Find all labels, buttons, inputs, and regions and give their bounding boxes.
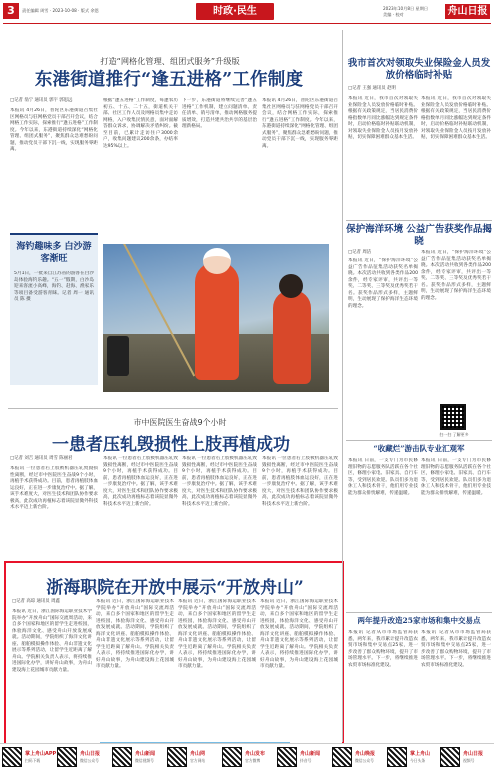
right-article3-body-col1: 本报讯 日前，一支专门为市民修理旧物的志愿服务队活跃在各个社区，修理小家电、旧家具、自行车等，受到居民欢迎。队员们多为退休工人和技术骨干，他们用专业技能为群众排忧解难，传递温暖。 [348,458,418,496]
sidebar-body: 5月1日，一批来自江苏省的游客在白沙岛体验海钓乐趣。“五一”假期，白沙岛迎来客流小高峰，海钓、赶海、渔家乐等项目备受游客青睐。记者 周一 通讯员 陈 摄 [14,271,94,302]
footer-qr-icon [332,747,352,767]
footer-item-title: 舟山日报 [80,751,101,757]
divider-article2 [8,408,338,409]
footer-item-sub: 扫码下载 [25,758,41,763]
qr-code[interactable] [440,404,466,430]
right-article3-headline: “收藏烂”游击队专业汇观军 [373,444,465,453]
article2-body-col1: 本报讯 一位患者右上肢被机器压轧致毁损性离断，经过市中医院医生奋战9个小时，再植手术获得成功。目前，患者再植肢体血运良好，正在进一步康复治疗中。据了解，该手术难度大，对医生技术和团队协作要求极高，此次成功再植标志着该院显微外科技术水平迈上新台阶。 [10,466,98,510]
footer-qr-icon [387,747,407,767]
footer-item[interactable] [332,746,386,768]
footer-item-sub: 视频号 [463,758,475,763]
header-rule [3,23,491,24]
divider-right-2 [346,440,492,441]
article2-body-col2: 本报讯 一位患者右上肢被机器压轧致毁损性离断，经过市中医院医生奋战9个小时，再植手术获得成功。目前，患者再植肢体血运良好，正在进一步康复治疗中。据了解，该手术难度大，对医生技术和团队协作要求极高，此次成功再植标志着该院显微外科技术水平迈上新台阶。 [103,456,178,507]
right-article1-byline: □记者 王强 通讯员 赵明 [348,86,396,91]
photo-person-right-head [279,274,303,298]
article1-byline: □记者 翁宁 通讯员 郭宇 郭思远 [10,98,73,103]
masthead [0,0,494,24]
footer-item[interactable] [440,746,494,768]
section-title: 时政·民生 [196,3,274,20]
article-photo [103,244,329,392]
photo-person-right [273,290,311,384]
sidebar-box [10,233,98,385]
featured-article-box [4,561,344,746]
article3-body-col4: 本报讯 近日，浙江国际海运职业技术学院举办“开放舟山”国际交流周活动，来自多个国家和地区的留学生走进校园，体验海洋文化、感受舟山开放发展成就。活动期间，学院组织了海洋文化讲座、船舶模拟操作体验、舟山非遗文化展示等系列活动，让留学生近距离了解舟山。学院相关负责人表示，将持续推进国际化办学，讲好舟山故事，为舟山建设海上花园城市贡献力量。 [260,599,338,669]
footer-item[interactable] [2,746,56,768]
footer-qr-icon [277,747,297,767]
article1-body-col1: 本报讯 4月26日，普陀区东港街道召集社区网格员与驻网格党员干部召开会议，结合网格工作实际，探索推行“逢五进格”工作制度。今年以来，东港街道持续深化“网格化管理、组团式服务”，聚焦群众急难愁盼问题，推动党员干部下沉一线，实现服务零距离。 [10,108,98,152]
footer-item-title: 舟山日报 [463,751,484,757]
footer-item[interactable] [387,746,441,768]
article2-body-col4: 本报讯 一位患者右上肢被机器压轧致毁损性离断，经过市中医院医生奋战9个小时，再植手术获得成功。目前，患者再植肢体血运良好，正在进一步康复治疗中。据了解，该手术难度大，对医生技术和团队协作要求极高，此次成功再植标志着该院显微外科技术水平迈上新台阶。 [262,456,338,507]
footer-qr-icon [57,747,77,767]
right-article4-headline: 两年提升改造25家市场和集中交易点 [357,616,481,625]
footer-item-sub: 官方微博 [245,758,261,763]
article1-body-col2: 根据“逢五进格”工作制度，每逢农历初五、十五、二十五，街道机关干部、社区工作人员及网格员集中走访网格，入户收集民情民意，面对面解答群众诉求，协调解决矛盾纠纷。截至目前，已累计走访住户3000余户，收集问题建议200余条，办结率达95%以上。 [103,98,178,149]
footer-item-title: 舟山新闻 [135,751,156,757]
photo-person-left-head [203,248,231,274]
article1-kicker: 打造“网格化管理、组团式服务”升级版 [100,56,240,66]
right-article2-byline: □记者 周洁 [348,250,372,255]
footer-qr-icon [440,747,460,767]
footer-item[interactable] [167,746,221,768]
footer-item-title: 舟山发布 [245,751,266,757]
sidebar-headline: 海钓趣味多 白沙游客渐旺 [16,242,92,264]
right-article3-body-col2: 本报讯 日前，一支专门为市民修理旧物的志愿服务队活跃在各个社区，修理小家电、旧家具、自行车等，受到居民欢迎。队员们多为退休工人和技术骨干，他们用专业技能为群众排忧解难，传递温暖。 [421,458,491,496]
footer-item-sub: 今日头条 [410,758,426,763]
right-article4-body-col1: 本报讯 记者从市市场监管局获悉，两年来，我市累计提升改造农贸市场和集中交易点25家，进一步改善了群众购物环境，提升了市场管理水平。下一步，将继续推进农贸市场标准化建设。 [348,630,418,668]
footer-qr-bar [0,743,494,768]
footer-item-title: 舟山晚报 [355,751,376,757]
article3-headline: 浙海职院在开放中展示“开放舟山” [46,578,304,598]
footer-item-title: 掌上舟山APP [25,751,57,757]
article1-body-col3: 下一步，东港街道将继续完善“逢五进格”工作机制，建立问题清单、责任清单、销号清单，推动网格服务提质增效，打造共建共治共享的基层治理新格局。 [182,98,257,129]
footer-item[interactable] [277,746,331,768]
footer-item-title: 舟山网 [190,751,206,757]
right-article2-body-col1: 本报讯 近日，“保护海洋环境”公益广告作品征集活动获奖名单揭晓。本次活动共收到各类作品200余件，经专家评审，共评出一等奖、二等奖、三等奖及优秀奖若干名。获奖作品形式多样，主题鲜明，生动展现了保护海洋生态环境的理念。 [348,258,418,309]
right-article2-body-col2: 本报讯 近日，“保护海洋环境”公益广告作品征集活动获奖名单揭晓。本次活动共收到各类作品200余件，经专家评审，共评出一等奖、二等奖、三等奖及优秀奖若干名。获奖作品形式多样，主题鲜明，生动展现了保护海洋生态环境的理念。 [421,250,491,301]
masthead-date: 2023年10月8日 星期日 [383,6,429,11]
article2-body-col3: 本报讯 一位患者右上肢被机器压轧致毁损性离断，经过市中医院医生奋战9个小时，再植手术获得成功。目前，患者再植肢体血运良好，正在进一步康复治疗中。据了解，该手术难度大，对医生技术和团队协作要求极高，此次成功再植标志着该院显微外科技术水平迈上新台阶。 [182,456,257,507]
article1-headline: 东港街道推行“逢五进格”工作制度 [34,70,304,90]
footer-qr-icon [222,747,242,767]
footer-item[interactable] [57,746,111,768]
divider-right-3 [346,612,492,613]
right-article1-headline: 我市首次对领取失业保险金人员发放价格临时补贴 [347,58,491,81]
article2-kicker: 市中医院医生奋战9个小时 [133,418,227,427]
footer-item-sub: 微信公众号 [355,758,374,763]
qr-caption: 扫一扫 了解更多 [439,432,469,437]
footer-item-sub: 官方网站 [190,758,206,763]
page-number: 3 [3,3,19,19]
article3-byline: □记者 高琼 通讯员 周鑫 [12,599,60,604]
footer-qr-icon [2,747,22,767]
masthead-editors: 美编 · 校对 [383,11,404,17]
footer-item-title: 掌上舟山 [410,751,431,757]
right-article4-body-col2: 本报讯 记者从市市场监管局获悉，两年来，我市累计提升改造农贸市场和集中交易点25家，进一步改善了群众购物环境，提升了市场管理水平。下一步，将继续推进农贸市场标准化建设。 [421,630,491,668]
article1-body-col4: 本报讯 4月26日，普陀区东港街道召集社区网格员与驻网格党员干部召开会议，结合网格工作实际，探索推行“逢五进格”工作制度。今年以来，东港街道持续深化“网格化管理、组团式服务”，聚焦群众急难愁盼问题，推动党员干部下沉一线，实现服务零距离。 [262,98,338,149]
footer-qr-icon [167,747,187,767]
article3-body-col1: 本报讯 近日，浙江国际海运职业技术学院举办“开放舟山”国际交流周活动，来自多个国家和地区的留学生走进校园，体验海洋文化、感受舟山开放发展成就。活动期间，学院组织了海洋文化讲座、船舶模拟操作体验、舟山非遗文化展示等系列活动，让留学生近距离了解舟山。学院相关负责人表示，将持续推进国际化办学，讲好舟山故事，为舟山建设海上花园城市贡献力量。 [12,609,92,673]
footer-item-sub: 微信公众号 [80,758,99,763]
footer-item[interactable] [222,746,276,768]
newspaper-logo: 舟山日报 [445,4,490,19]
article2-headline: 一患者压轧毁损性上肢再植成功 [52,435,290,455]
footer-item-title: 舟山新闻 [300,751,321,757]
masthead-meta-right [383,6,443,17]
photo-person-left [195,262,239,380]
right-article1-body-col1: 本报讯 近日，我市首次对领取失业保险金人员发放价格临时补贴。根据有关政策规定，当居民消费价格指数单月同比涨幅达到规定条件时，启动价格临时补贴联动机制，对领取失业保险金人员按月发放补贴，切实保障困难群众基本生活。 [348,96,418,140]
divider-right-1 [346,220,492,221]
footer-item-sub: 微信视频号 [135,758,154,763]
right-article2-headline: 保护海洋环境 公益广告获奖作品揭晓 [346,224,492,247]
footer-item[interactable] [112,746,166,768]
article2-byline: □记者 刘吉 通讯员 周雪 陈丽君 [10,456,73,461]
footer-item-sub: 抖音号 [300,758,312,763]
article3-body-col2: 本报讯 近日，浙江国际海运职业技术学院举办“开放舟山”国际交流周活动，来自多个国家和地区的留学生走进校园，体验海洋文化、感受舟山开放发展成就。活动期间，学院组织了海洋文化讲座、船舶模拟操作体验、舟山非遗文化展示等系列活动，让留学生近距离了解舟山。学院相关负责人表示，将持续推进国际化办学，讲好舟山故事，为舟山建设海上花园城市贡献力量。 [96,599,174,669]
article3-body-col3: 本报讯 近日，浙江国际海运职业技术学院举办“开放舟山”国际交流周活动，来自多个国家和地区的留学生走进校园，体验海洋文化、感受舟山开放发展成就。活动期间，学院组织了海洋文化讲座、船舶模拟操作体验、舟山非遗文化展示等系列活动，让留学生近距离了解舟山。学院相关负责人表示，将持续推进国际化办学，讲好舟山故事，为舟山建设海上花园城市贡献力量。 [178,599,256,669]
column-divider [342,30,343,742]
right-article1-body-col2: 本报讯 近日，我市首次对领取失业保险金人员发放价格临时补贴。根据有关政策规定，当居民消费价格指数单月同比涨幅达到规定条件时，启动价格临时补贴联动机制，对领取失业保险金人员按月发放补贴，切实保障困难群众基本生活。 [421,96,491,140]
masthead-meta-left: 责任编辑 周雪 · 2023-10-08 · 版式 余恩 [22,8,99,13]
photo-phone [107,336,129,376]
footer-qr-icon [112,747,132,767]
